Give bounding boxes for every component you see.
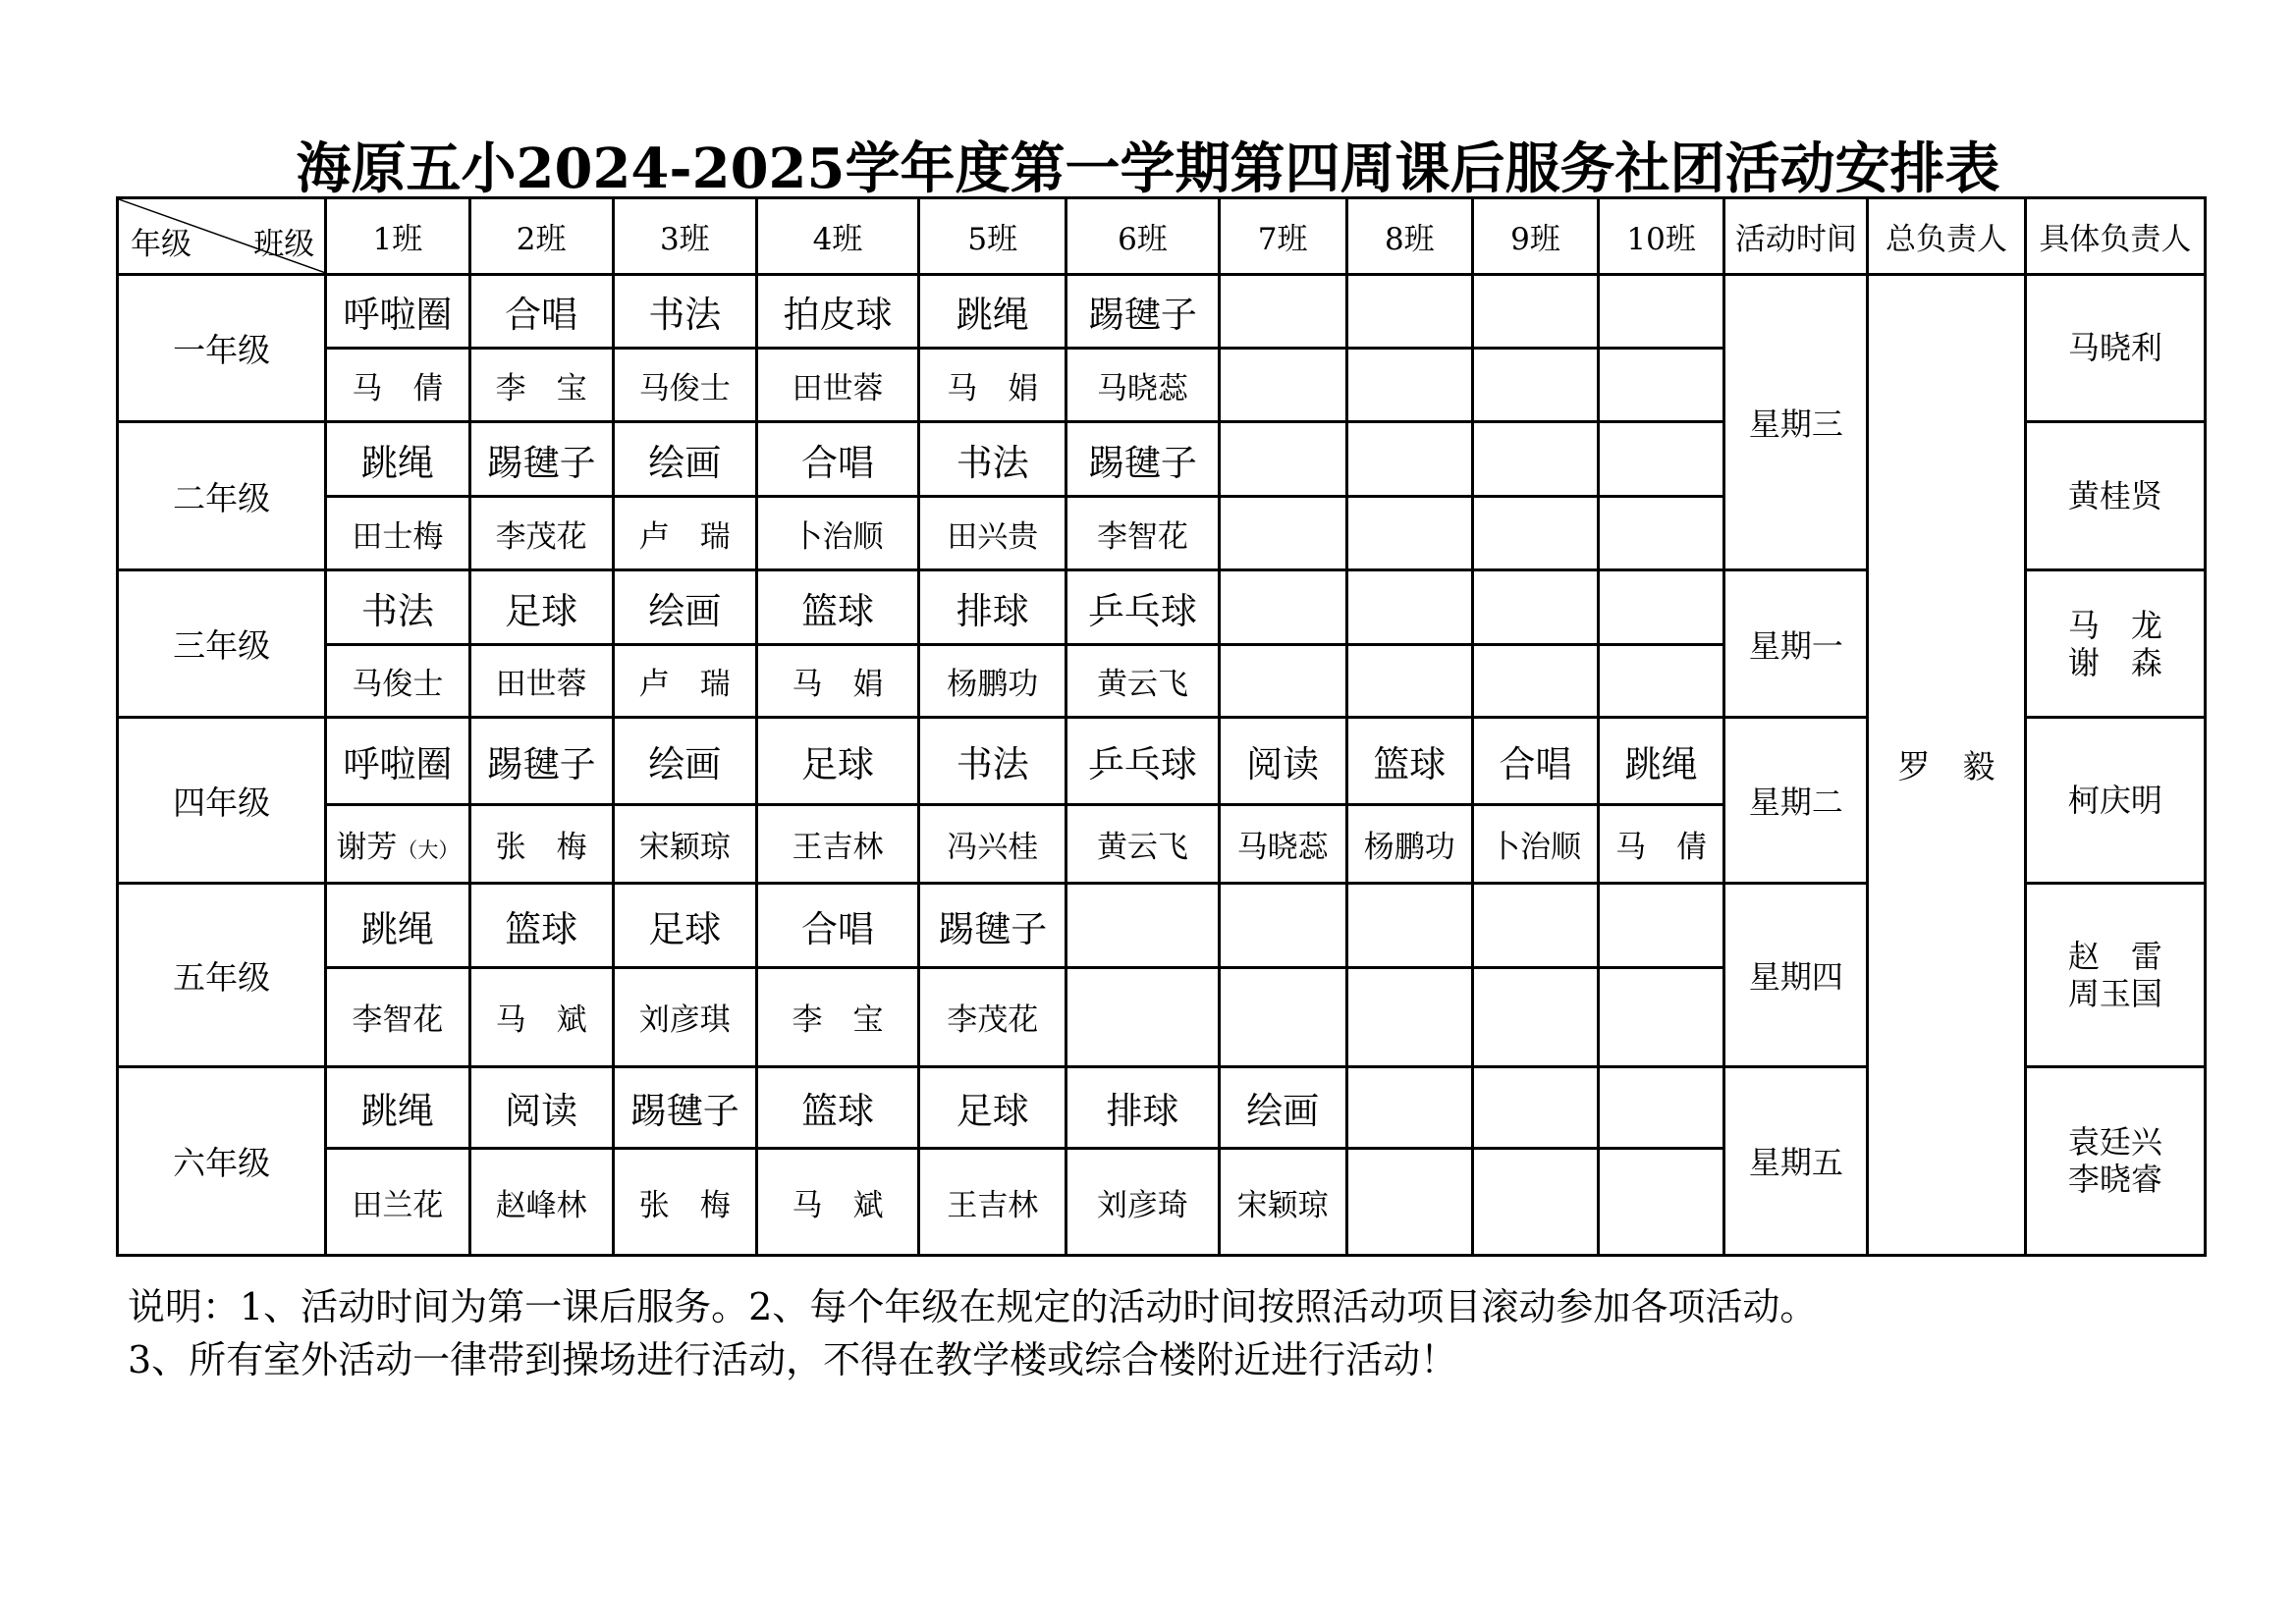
activity-cell: 踢毽子 — [919, 884, 1066, 968]
teacher-name: 王吉林 — [947, 1187, 1039, 1223]
activity-cell — [1599, 570, 1724, 644]
teacher-cell — [919, 968, 1066, 1067]
teacher-cell — [326, 968, 469, 1067]
corner-header-cell — [118, 198, 326, 275]
teacher-cell — [1066, 1149, 1219, 1256]
teacher-cell — [1219, 496, 1346, 569]
activity-cell: 篮球 — [469, 884, 613, 968]
teacher-cell — [1066, 348, 1219, 421]
activity-cell — [1599, 274, 1724, 348]
activity-cell: 阅读 — [1219, 718, 1346, 805]
teacher-cell — [469, 644, 613, 717]
teacher-name: 赵峰林 — [495, 1187, 587, 1223]
teacher-cell — [1066, 968, 1219, 1067]
grade-label: 六年级 — [118, 1066, 326, 1255]
specific-header: 具体负责人 — [2025, 198, 2205, 275]
teacher-cell — [326, 644, 469, 717]
teacher-cell — [326, 348, 469, 421]
activity-cell — [1346, 1066, 1472, 1149]
class-header-8: 8班 — [1346, 198, 1472, 275]
activity-cell: 合唱 — [1472, 718, 1598, 805]
activity-cell: 乒乓球 — [1066, 570, 1219, 644]
teacher-cell — [613, 804, 756, 884]
activity-cell — [1472, 274, 1598, 348]
activity-cell: 踢毽子 — [1066, 422, 1219, 496]
activity-cell: 书法 — [326, 570, 469, 644]
teacher-name: 田世蓉 — [792, 370, 884, 406]
teacher-cell — [919, 1149, 1066, 1256]
teacher-name: 马 倩 — [1615, 830, 1708, 866]
page-title: 海原五小2024-2025学年度第一学期第四周课后服务社团活动安排表 — [296, 136, 2000, 201]
activity-cell: 书法 — [919, 422, 1066, 496]
teacher-cell — [469, 968, 613, 1067]
teacher-cell — [1346, 348, 1472, 421]
activity-cell: 足球 — [919, 1066, 1066, 1149]
activity-cell — [1219, 884, 1346, 968]
teacher-name: 宋颖琼 — [638, 830, 731, 866]
teacher-cell — [613, 1149, 756, 1256]
class-header-1: 1班 — [326, 198, 469, 275]
table-row-activities — [118, 274, 2206, 348]
activity-cell: 跳绳 — [326, 1066, 469, 1149]
activity-cell: 合唱 — [756, 884, 918, 968]
specific-person-name: 马晓利 — [2067, 329, 2162, 367]
schedule-table — [116, 196, 2207, 1257]
activity-cell — [1219, 422, 1346, 496]
activity-cell: 跳绳 — [1599, 718, 1724, 805]
activity-cell: 乒乓球 — [1066, 718, 1219, 805]
activity-cell: 绘画 — [613, 422, 756, 496]
activity-cell: 呼啦圈 — [326, 718, 469, 805]
activity-cell — [1346, 570, 1472, 644]
corner-class-label: 班级 — [253, 227, 315, 262]
teacher-cell — [1346, 1149, 1472, 1256]
activity-time-cell: 星期四 — [1724, 884, 1868, 1066]
teacher-name: 李 宝 — [792, 1002, 884, 1039]
activity-cell — [1346, 884, 1472, 968]
teacher-cell — [1599, 496, 1724, 569]
teacher-name: 马晓蕊 — [1236, 830, 1329, 866]
activity-time-cell: 星期三 — [1724, 274, 1868, 570]
teacher-cell — [1472, 968, 1598, 1067]
activity-cell — [1219, 274, 1346, 348]
activity-cell — [1472, 1066, 1598, 1149]
teacher-cell — [469, 496, 613, 569]
teacher-cell — [1346, 496, 1472, 569]
teacher-name: 李智花 — [1096, 518, 1188, 555]
activity-cell: 绘画 — [613, 718, 756, 805]
activity-cell: 踢毽子 — [469, 718, 613, 805]
activity-cell — [1066, 884, 1219, 968]
teacher-name: 卜治顺 — [1489, 830, 1581, 866]
teacher-name: 宋颖琼 — [1236, 1187, 1329, 1223]
teacher-cell — [919, 644, 1066, 717]
teacher-cell — [1472, 644, 1598, 717]
activity-cell: 合唱 — [469, 274, 613, 348]
teacher-name: 卢 瑞 — [638, 518, 731, 555]
activity-cell: 书法 — [919, 718, 1066, 805]
class-header-3: 3班 — [613, 198, 756, 275]
teacher-cell — [613, 348, 756, 421]
class-header-6: 6班 — [1066, 198, 1219, 275]
teacher-cell — [326, 804, 469, 884]
activity-time-cell: 星期二 — [1724, 718, 1868, 884]
teacher-name: 马 斌 — [495, 1002, 587, 1039]
teacher-name: 张 梅 — [638, 1187, 731, 1223]
teacher-name: 田兴贵 — [947, 518, 1039, 555]
activity-cell — [1219, 570, 1346, 644]
specific-person-cell — [2025, 422, 2205, 570]
teacher-cell — [1599, 1149, 1724, 1256]
class-header-9: 9班 — [1472, 198, 1598, 275]
teacher-cell — [613, 496, 756, 569]
specific-person-name: 柯庆明 — [2067, 782, 2162, 820]
teacher-name: 黄云飞 — [1096, 667, 1188, 703]
activity-cell: 足球 — [756, 718, 918, 805]
teacher-cell — [1346, 644, 1472, 717]
grade-label: 三年级 — [118, 570, 326, 718]
teacher-name: 杨鹏功 — [1363, 830, 1455, 866]
activity-cell: 排球 — [919, 570, 1066, 644]
teacher-cell — [613, 968, 756, 1067]
teacher-name: 田世蓉 — [495, 667, 587, 703]
teacher-cell — [756, 644, 918, 717]
teacher-cell — [1472, 804, 1598, 884]
teacher-name: 刘彦琪 — [638, 1002, 731, 1039]
teacher-cell — [1219, 968, 1346, 1067]
activity-cell: 拍皮球 — [756, 274, 918, 348]
teacher-name: 马 娟 — [792, 667, 884, 703]
chief-header: 总负责人 — [1868, 198, 2025, 275]
teacher-cell — [1599, 804, 1724, 884]
teacher-cell — [1219, 644, 1346, 717]
specific-person-cell — [2025, 1066, 2205, 1255]
class-header-4: 4班 — [756, 198, 918, 275]
activity-cell: 绘画 — [613, 570, 756, 644]
teacher-cell — [1472, 348, 1598, 421]
teacher-cell — [756, 496, 918, 569]
teacher-name: 马晓蕊 — [1096, 370, 1188, 406]
grade-label: 二年级 — [118, 422, 326, 570]
teacher-cell — [1472, 1149, 1598, 1256]
class-header-10: 10班 — [1599, 198, 1724, 275]
teacher-cell — [756, 348, 918, 421]
specific-person-cell — [2025, 718, 2205, 884]
teacher-name: 李茂花 — [495, 518, 587, 555]
teacher-cell — [469, 1149, 613, 1256]
activity-cell: 踢毽子 — [469, 422, 613, 496]
specific-person-name: 谢 森 — [2067, 643, 2162, 681]
activity-cell — [1472, 884, 1598, 968]
chief-name-cell: 罗 毅 — [1868, 274, 2025, 1256]
teacher-cell — [326, 1149, 469, 1256]
teacher-name: 田士梅 — [352, 518, 444, 555]
grade-label: 四年级 — [118, 718, 326, 884]
corner-grade-label: 年级 — [131, 227, 191, 262]
activity-cell — [1599, 422, 1724, 496]
teacher-cell — [756, 1149, 918, 1256]
specific-person-name: 周玉国 — [2067, 975, 2162, 1013]
activity-cell: 绘画 — [1219, 1066, 1346, 1149]
teacher-name: 黄云飞 — [1096, 830, 1188, 866]
activity-cell — [1346, 422, 1472, 496]
activity-cell: 篮球 — [756, 1066, 918, 1149]
activity-cell: 足球 — [469, 570, 613, 644]
teacher-cell — [1066, 496, 1219, 569]
teacher-name: 李智花 — [352, 1002, 444, 1039]
specific-person-name: 袁廷兴 — [2067, 1122, 2162, 1161]
activity-cell: 篮球 — [1346, 718, 1472, 805]
teacher-cell — [756, 968, 918, 1067]
teacher-cell — [1219, 804, 1346, 884]
teacher-cell — [469, 804, 613, 884]
activity-cell: 呼啦圈 — [326, 274, 469, 348]
teacher-cell — [613, 644, 756, 717]
activity-cell: 踢毽子 — [613, 1066, 756, 1149]
teacher-name: 卜治顺 — [792, 518, 884, 555]
specific-person-cell — [2025, 884, 2205, 1066]
activity-cell — [1346, 274, 1472, 348]
activity-cell: 踢毽子 — [1066, 274, 1219, 348]
activity-cell — [1599, 1066, 1724, 1149]
teacher-name: 李 宝 — [495, 370, 587, 406]
teacher-cell — [1599, 348, 1724, 421]
activity-cell: 足球 — [613, 884, 756, 968]
teacher-cell — [1066, 804, 1219, 884]
teacher-name: 谢芳 — [336, 830, 398, 866]
teacher-cell — [1219, 1149, 1346, 1256]
teacher-cell — [1599, 644, 1724, 717]
specific-person-name: 赵 雷 — [2067, 937, 2162, 975]
schedule-body — [118, 198, 2206, 1256]
class-header-5: 5班 — [919, 198, 1066, 275]
teacher-cell — [756, 804, 918, 884]
teacher-name: 卢 瑞 — [638, 667, 731, 703]
teacher-cell — [469, 348, 613, 421]
teacher-name: 杨鹏功 — [947, 667, 1039, 703]
activity-cell — [1472, 422, 1598, 496]
teacher-cell — [919, 804, 1066, 884]
teacher-name: 马 斌 — [792, 1187, 884, 1223]
activity-cell: 篮球 — [756, 570, 918, 644]
teacher-name: 田兰花 — [352, 1187, 444, 1223]
header-row — [118, 198, 2206, 275]
teacher-name: 刘彦琦 — [1096, 1187, 1188, 1223]
activity-cell: 阅读 — [469, 1066, 613, 1149]
teacher-name: 李茂花 — [947, 1002, 1039, 1039]
specific-person-cell — [2025, 570, 2205, 718]
time-header: 活动时间 — [1724, 198, 1868, 275]
activity-cell: 合唱 — [756, 422, 918, 496]
teacher-name: 张 梅 — [495, 830, 587, 866]
teacher-cell — [1346, 804, 1472, 884]
activity-cell: 跳绳 — [326, 422, 469, 496]
activity-cell: 书法 — [613, 274, 756, 348]
teacher-cell — [1219, 348, 1346, 421]
activity-cell: 跳绳 — [919, 274, 1066, 348]
teacher-name: 冯兴桂 — [947, 830, 1039, 866]
activity-cell — [1599, 884, 1724, 968]
specific-person-name: 黄桂贤 — [2067, 477, 2162, 515]
teacher-cell — [919, 348, 1066, 421]
teacher-name: 马 娟 — [947, 370, 1039, 406]
class-header-7: 7班 — [1219, 198, 1346, 275]
activity-cell: 跳绳 — [326, 884, 469, 968]
specific-person-name: 李晓睿 — [2067, 1161, 2162, 1199]
teacher-name: 马俊士 — [638, 370, 731, 406]
specific-person-name: 马 龙 — [2067, 606, 2162, 644]
grade-label: 一年级 — [118, 274, 326, 422]
activity-cell — [1472, 570, 1598, 644]
specific-person-cell — [2025, 274, 2205, 422]
teacher-cell — [1599, 968, 1724, 1067]
activity-cell: 排球 — [1066, 1066, 1219, 1149]
teacher-name: 马俊士 — [352, 667, 444, 703]
teacher-cell — [1066, 644, 1219, 717]
teacher-name: 马 倩 — [352, 370, 444, 406]
note-line-2: 3、所有室外活动一律带到操场进行活动，不得在教学楼或综合楼附近进行活动！ — [128, 1338, 1458, 1381]
teacher-cell — [1346, 968, 1472, 1067]
teacher-cell — [1472, 496, 1598, 569]
grade-label: 五年级 — [118, 884, 326, 1066]
teacher-cell — [326, 496, 469, 569]
activity-time-cell: 星期一 — [1724, 570, 1868, 718]
teacher-cell — [919, 496, 1066, 569]
teacher-name: 王吉林 — [792, 830, 884, 866]
teacher-note: （大） — [397, 839, 460, 863]
activity-time-cell: 星期五 — [1724, 1066, 1868, 1255]
note-line-1: 说明：1、活动时间为第一课后服务。2、每个年级在规定的活动时间按照活动项目滚动参加各项活动。 — [128, 1285, 1818, 1328]
class-header-2: 2班 — [469, 198, 613, 275]
